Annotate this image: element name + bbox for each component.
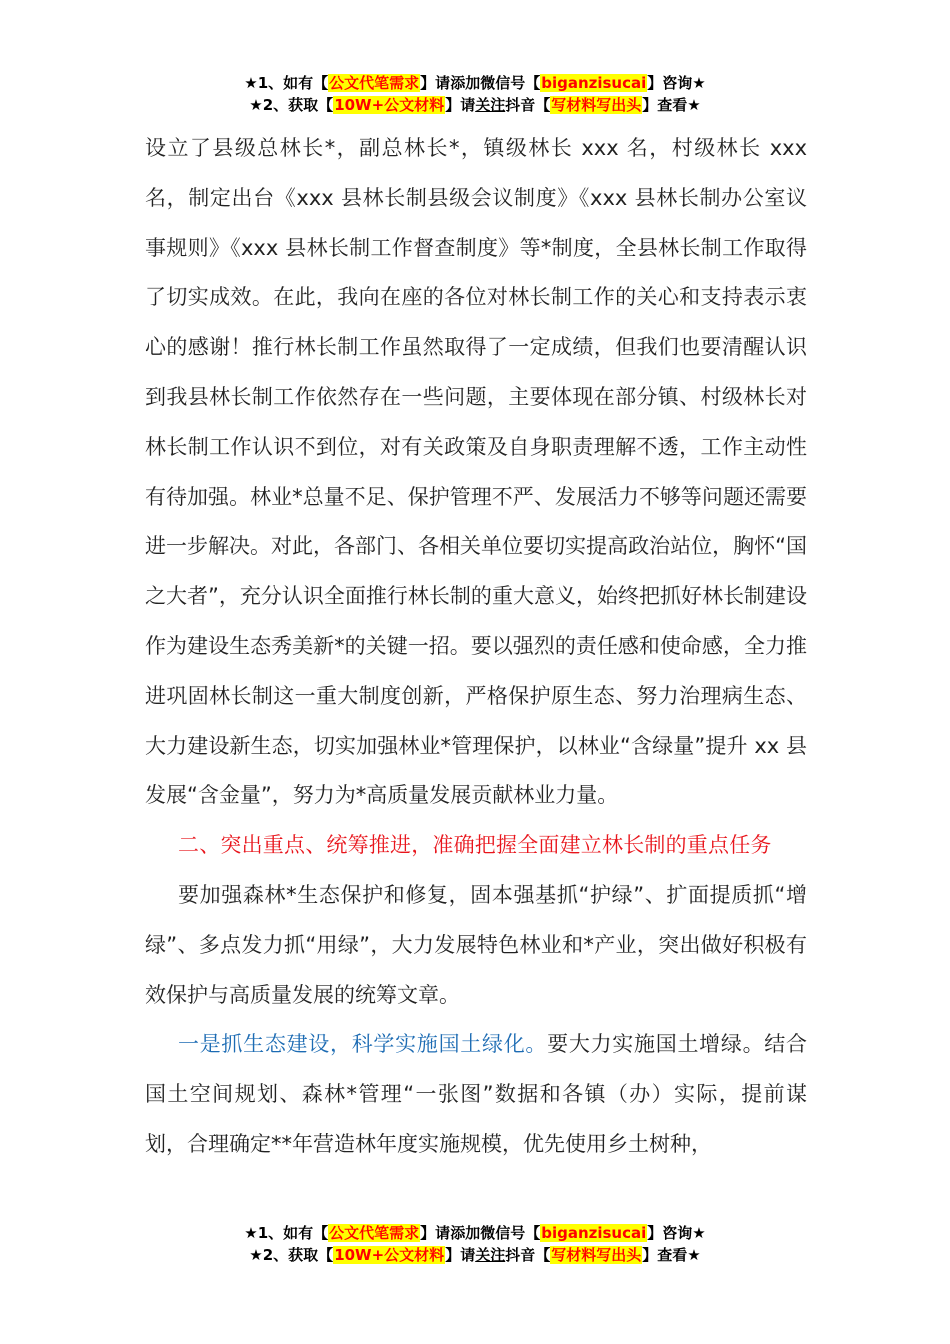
promo-line-2: ★2、获取【10W+公文材料】请关注抖音【写材料写出头】查看★ (249, 96, 701, 114)
highlight-materials: 10W+公文材料 (334, 96, 445, 114)
document-body (145, 124, 807, 1170)
highlight-wechat-id: biganzisucai (541, 1224, 647, 1242)
bottom-promo-banner (0, 1222, 950, 1266)
highlight-materials: 10W+公文材料 (334, 1246, 445, 1264)
highlight-service: 公文代笔需求 (329, 1224, 420, 1242)
top-promo-banner (0, 72, 950, 116)
highlight-service: 公文代笔需求 (329, 74, 420, 92)
promo-line-2: ★2、获取【10W+公文材料】请关注抖音【写材料写出头】查看★ (249, 1246, 701, 1264)
highlight-douyin-account: 写材料写出头 (551, 1246, 642, 1264)
body-paragraph: 一是抓生态建设，科学实施国土绿化。要大力实施国土增绿。结合国土空间规划、森林*管理“一张图”数据和各镇（办）实际，提前谋划，合理确定**年营造林年度实施规模，优先使用乡土树种， (145, 1032, 808, 1156)
highlight-douyin-account: 写材料写出头 (551, 96, 642, 114)
body-paragraph: 要加强森林*生态保护和修复，固本强基抓“护绿”、扩面提质抓“增绿”、多点发力抓“用绿”，大力发展特色林业和*产业，突出做好积极有效保护与高质量发展的统筹文章。 (145, 882, 807, 1007)
promo-line-1: ★1、如有【公文代笔需求】请添加微信号【biganzisucai】咨询★ (244, 1224, 706, 1242)
section-heading: 二、突出重点、统筹推进，准确把握全面建立林长制的重点任务 (178, 833, 772, 858)
body-paragraph: 设立了县级总林长*，副总林长*，镇级林长 xxx 名，村级林长 xxx 名，制定出台《xxx 县林长制县级会议制度》《xxx 县林长制办公室议事规则》《xxx 县林长制工作督查制度》等*制度，全县林长制工作取得了切实成效。在此，我向在座的各位对林长制工作的关心和支持表示衷心的感谢！推行林长制工作虽然取得了一定成绩，但我们也要清醒认识到我县林长制工作依然存在一些问题，主要体现在部分镇、村级林长对林长制工作认识不到位，对有关政策及自身职责理解不透，工作主动性有待加强。林业*总量不足、保护管理不严、发展活力不够等问题还需要进一步解决。对此，各部门、各相关单位要切实提高政治站位，胸怀“国之大者”，充分认识全面推行林长制的重大意义，始终把抓好林长制建设作为建设生态秀美新*的关键一招。要以强烈的责任感和使命感，全力推进巩固林长制这一重大制度创新，严格保护原生态、努力治理病生态、大力建设新生态，切实加强林业*管理保护，以林业“含绿量”提升 xx 县发展“含金量”，努力为*高质量发展贡献林业力量。 (145, 136, 807, 808)
promo-line-1: ★1、如有【公文代笔需求】请添加微信号【biganzisucai】咨询★ (244, 74, 706, 92)
highlight-wechat-id: biganzisucai (541, 74, 647, 92)
paragraph-lead-phrase: 一是抓生态建设，科学实施国土绿化。 (178, 1032, 548, 1057)
